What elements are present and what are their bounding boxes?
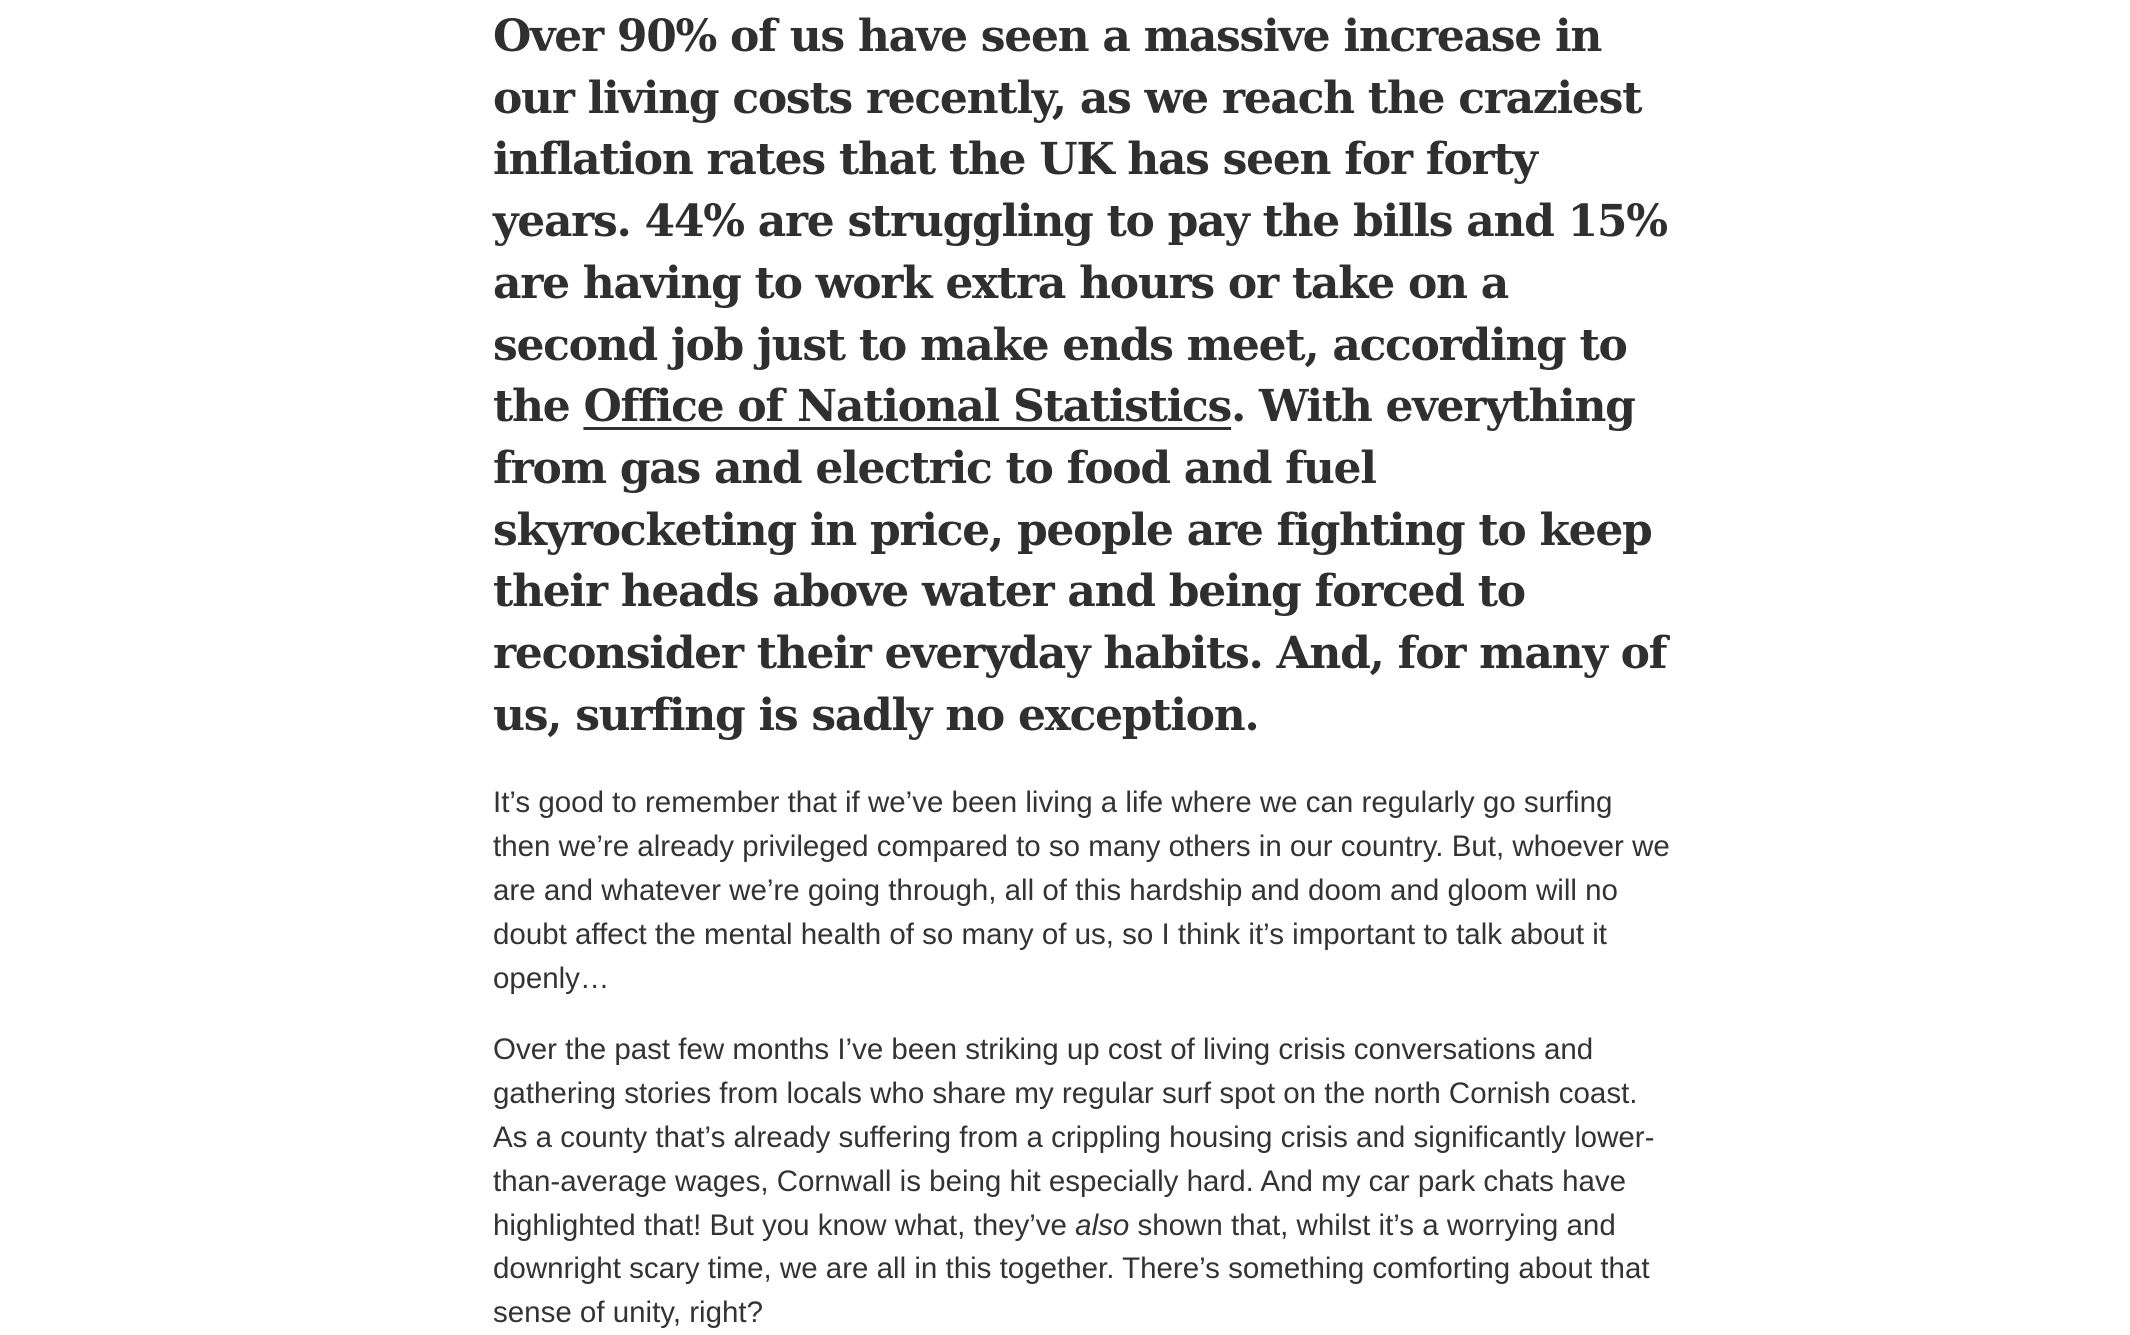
- lead-text-start: Over 90% of us have seen a massive increase in our living costs recently, as we reach the craziest inflation rates that the UK has seen for forty years. 44% are struggling to pay the bills and 15% are having to work extra hours or take on a second job just to make ends meet, according to the: [493, 11, 1667, 433]
- lead-text-end: . With everything from gas and electric to food and fuel skyrocketing in price, people are fighting to keep their heads above water and being forced to reconsider their everyday habits. And, for many of us, surfing is sadly no exception.: [493, 381, 1667, 741]
- body-paragraph-2: [493, 1028, 1673, 1335]
- emphasis-also: also: [1075, 1208, 1130, 1242]
- paragraph-2-text-start: Over the past few months I’ve been striking up cost of living crisis conversations and gathering stories from locals who share my regular surf spot on the north Cornish coast. As a county that’s already suffering from a crippling housing crisis and significantly lower-than-average wages, Cornwall is being hit especially hard. And my car park chats have highlighted that! But you know what, they’ve: [493, 1033, 1655, 1242]
- lead-paragraph: [493, 6, 1673, 746]
- paragraph-2-text-end: shown that, whilst it’s a worrying and downright scary time, we are all in this together. There’s something comforting about that sense of unity, right?: [493, 1208, 1650, 1330]
- body-paragraph-1: It’s good to remember that if we’ve been living a life where we can regularly go surfing then we’re already privileged compared to so many others in our country. But, whoever we are and whatever we’re going through, all of this hardship and doom and gloom will no doubt affect the mental health of so many of us, so I think it’s important to talk about it openly…: [493, 786, 1670, 995]
- ons-link[interactable]: Office of National Statistics: [583, 381, 1232, 433]
- article-body: [493, 6, 1673, 1335]
